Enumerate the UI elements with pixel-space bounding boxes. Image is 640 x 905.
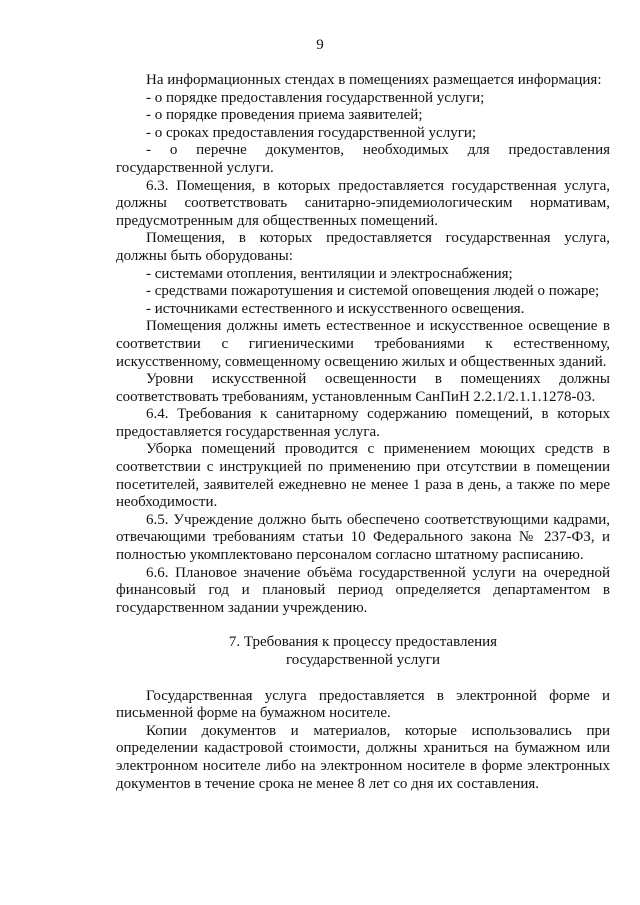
- page-number: 9: [316, 37, 324, 53]
- list-item: - о перечне документов, необходимых для предоставления государственной услуги.: [116, 142, 610, 176]
- paragraph: 6.3. Помещения, в которых предоставляется государственная услуга, должны соответствовать санитарно-эпидемиологическим нормативам, предусмотренным для общественных помещений.: [116, 177, 610, 229]
- paragraph: 6.4. Требования к санитарному содержанию помещений, в которых предоставляется государственная услуга.: [116, 406, 610, 440]
- section-title-line-1: 7. Требования к процессу предоставления: [228, 634, 498, 651]
- paragraph: На информационных стендах в помещениях размещается информация:: [146, 72, 602, 88]
- list-item: - о сроках предоставления государственной услуги;: [146, 124, 477, 141]
- list-item: - средствами пожаротушения и системой оповещения людей о пожаре;: [146, 283, 600, 300]
- document-body: [116, 72, 610, 793]
- paragraph: Государственная услуга предоставляется в электронной форме и письменной форме на бумажном носителе.: [116, 687, 610, 722]
- section-title: [116, 634, 610, 669]
- paragraph: Уровни искусственной освещенности в помещениях должны соответствовать требованиям, установленным СанПиН 2.2.1/2.1.1.1278-03.: [116, 371, 610, 405]
- section-title-line-2: государственной услуги: [286, 652, 440, 668]
- paragraph: Помещения, в которых предоставляется государственная услуга, должны быть оборудованы:: [116, 230, 610, 264]
- paragraph: Помещения должны иметь естественное и искусственное освещение в соответствии с гигиеническими требованиями к естественному, искусственному, совмещенному освещению жилых и общественных зданий.: [116, 318, 610, 370]
- paragraph: Уборка помещений проводится с применением моющих средств в соответствии с инструкцией по применению при отсутствии в помещении посетителей, заявителей ежедневно не менее 1 раза в день, а также по мере необходимости.: [116, 441, 610, 511]
- paragraph: Копии документов и материалов, которые использовались при определении кадастровой стоимости, должны храниться на бумажном или электронном носителе либо на электронном носителе в форме электронных документов в течение срока не менее 8 лет со дня их составления.: [116, 722, 610, 792]
- list-item: - системами отопления, вентиляции и электроснабжения;: [146, 265, 513, 282]
- list-item: - о порядке предоставления государственной услуги;: [146, 89, 485, 106]
- paragraph: 6.5. Учреждение должно быть обеспечено соответствующими кадрами, отвечающими требованиям статьи 10 Федерального закона № 237-ФЗ, и полностью укомплектовано персоналом согласно штатному расписанию.: [116, 511, 610, 564]
- paragraph: 6.6. Плановое значение объёма государственной услуги на очередной финансовый год и плановый период определяется департаментом в государственном задании учреждению.: [116, 564, 610, 616]
- list-item: - о порядке проведения приема заявителей;: [146, 107, 423, 124]
- list-item: - источниками естественного и искусственного освещения.: [146, 300, 525, 317]
